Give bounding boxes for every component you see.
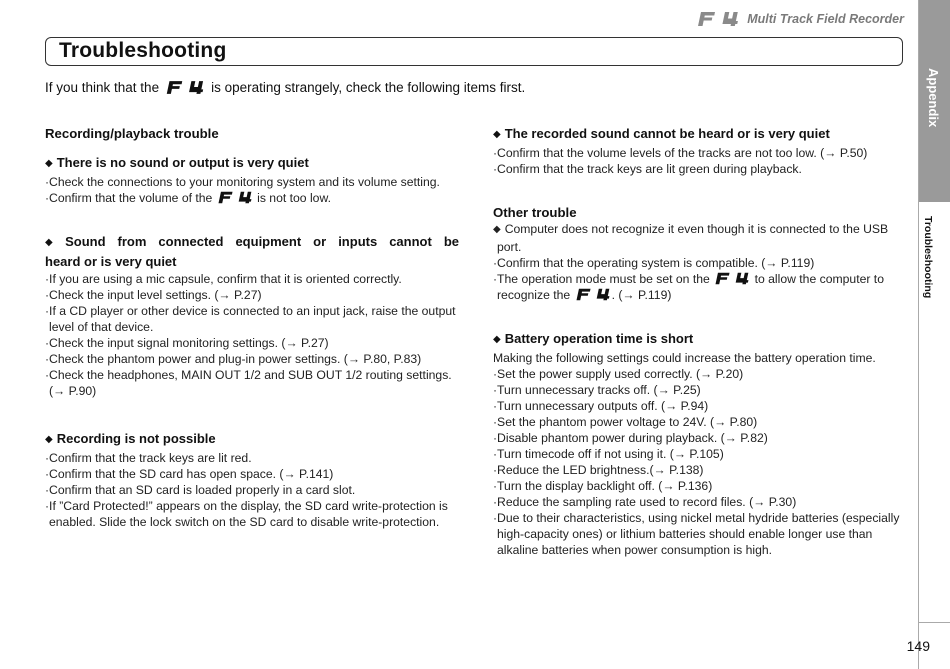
f4-logo-icon (695, 12, 741, 26)
intro-text (45, 80, 525, 95)
subsection-title-recorded-sound: ◆ The recorded sound cannot be heard or is very quiet (493, 126, 830, 141)
battery-lead: Making the following settings could increase the battery operation time. (493, 351, 876, 365)
sidebar (918, 0, 950, 669)
subsection-title-connected-equipment: ◆ Sound from connected equipment or inputs cannot be (45, 234, 459, 249)
section-title-other-trouble: Other trouble (493, 205, 577, 220)
list-item: ·Turn the display backlight off. (→ P.136) (493, 479, 713, 493)
diamond-bullet-icon: ◆ (45, 158, 53, 169)
intro-after: is operating strangely, check the following items first. (211, 80, 526, 95)
list-item: ·Check the input signal monitoring settings. (→ P.27) (45, 336, 329, 350)
subsection-title-connected-equipment-cont: heard or is very quiet (45, 254, 177, 269)
list-item: ·Disable phantom power during playback. (→ P.82) (493, 431, 768, 445)
product-name: Multi Track Field Recorder (747, 12, 904, 26)
list-item: ·Due to their characteristics, using nickel metal hydride batteries (especially high-capacity ones) or lithium batteries should enable longer use than alkaline batteries when power consumption is high. (493, 511, 900, 557)
f4-logo-icon (216, 191, 254, 204)
list-item: ·Check the phantom power and plug-in power settings. (→ P.80, P.83) (45, 352, 422, 366)
diamond-bullet-icon: ◆ (45, 434, 53, 445)
list-item: ·Turn timecode off if not using it. (→ P.105) (493, 447, 724, 461)
left-column (45, 125, 459, 530)
tab-appendix[interactable] (919, 0, 950, 202)
list-item: ·Confirm that the SD card has open space. (→ P.141) (45, 467, 334, 481)
list-item-volume: ·Confirm that the volume of the is not too low. (45, 191, 331, 205)
list-item: ·If you are using a mic capsule, confirm that it is oriented correctly. (45, 272, 402, 286)
list-item: ·Confirm that the volume levels of the tracks are not too low. (→ P.50) (493, 146, 868, 160)
list-item: ·Reduce the sampling rate used to record files. (→ P.30) (493, 495, 797, 509)
list-item: ·Turn unnecessary tracks off. (→ P.25) (493, 383, 701, 397)
subsection-title-battery: ◆ Battery operation time is short (493, 331, 694, 346)
list-item: ·Check the connections to your monitoring system and its volume setting. (45, 175, 440, 189)
subsection-title-recording-not-possible: ◆ Recording is not possible (45, 431, 216, 446)
page-number: 149 (906, 638, 930, 654)
diamond-bullet-icon: ◆ (493, 224, 501, 235)
f4-logo-icon (713, 272, 751, 285)
list-item: ·Set the power supply used correctly. (→ P.20) (493, 367, 744, 381)
page-title: Troubleshooting (59, 39, 227, 62)
list-item: ·Reduce the LED brightness.(→ P.138) (493, 463, 704, 477)
title-box (45, 37, 903, 66)
right-column (493, 125, 905, 558)
section-title-recording-playback: Recording/playback trouble (45, 126, 219, 141)
list-item: ·Check the input level settings. (→ P.27) (45, 288, 262, 302)
list-item: ·Set the phantom power voltage to 24V. (→ P.80) (493, 415, 758, 429)
diamond-bullet-icon: ◆ (493, 129, 501, 140)
list-item: ·Turn unnecessary outputs off. (→ P.94) (493, 399, 709, 413)
header-brand (695, 10, 904, 28)
list-item: ·If a CD player or other device is connected to an input jack, raise the output level of that device. (45, 304, 456, 334)
list-item: ·Confirm that an SD card is loaded properly in a card slot. (45, 483, 356, 497)
lead-item: ◆ Computer does not recognize it even though it is connected to the USB port. (493, 222, 889, 254)
list-item-operation-mode: ·The operation mode must be set on the to allow the computer to recognize the . (→ P.119) (493, 272, 884, 302)
f4-logo-icon (574, 288, 612, 301)
tab-appendix-label: Appendix (926, 68, 941, 128)
list-item: ·Confirm that the track keys are lit red. (45, 451, 252, 465)
f4-logo-icon (164, 80, 206, 95)
tab-troubleshooting[interactable]: Troubleshooting (922, 216, 934, 299)
diamond-bullet-icon: ◆ (45, 237, 62, 248)
subsection-title-no-sound: ◆ There is no sound or output is very quiet (45, 155, 309, 170)
divider (918, 622, 950, 623)
list-item: ·Confirm that the operating system is compatible. (→ P.119) (493, 256, 815, 270)
list-item: ·Check the headphones, MAIN OUT 1/2 and SUB OUT 1/2 routing settings. (→ P.90) (45, 368, 452, 398)
intro-before: If you think that the (45, 80, 160, 95)
list-item: ·If ”Card Protected!” appears on the display, the SD card write-protection is enabled. Slide the lock switch on the SD card to disable write-protection. (45, 499, 448, 529)
list-item: ·Confirm that the track keys are lit green during playback. (493, 162, 802, 176)
diamond-bullet-icon: ◆ (493, 334, 501, 345)
